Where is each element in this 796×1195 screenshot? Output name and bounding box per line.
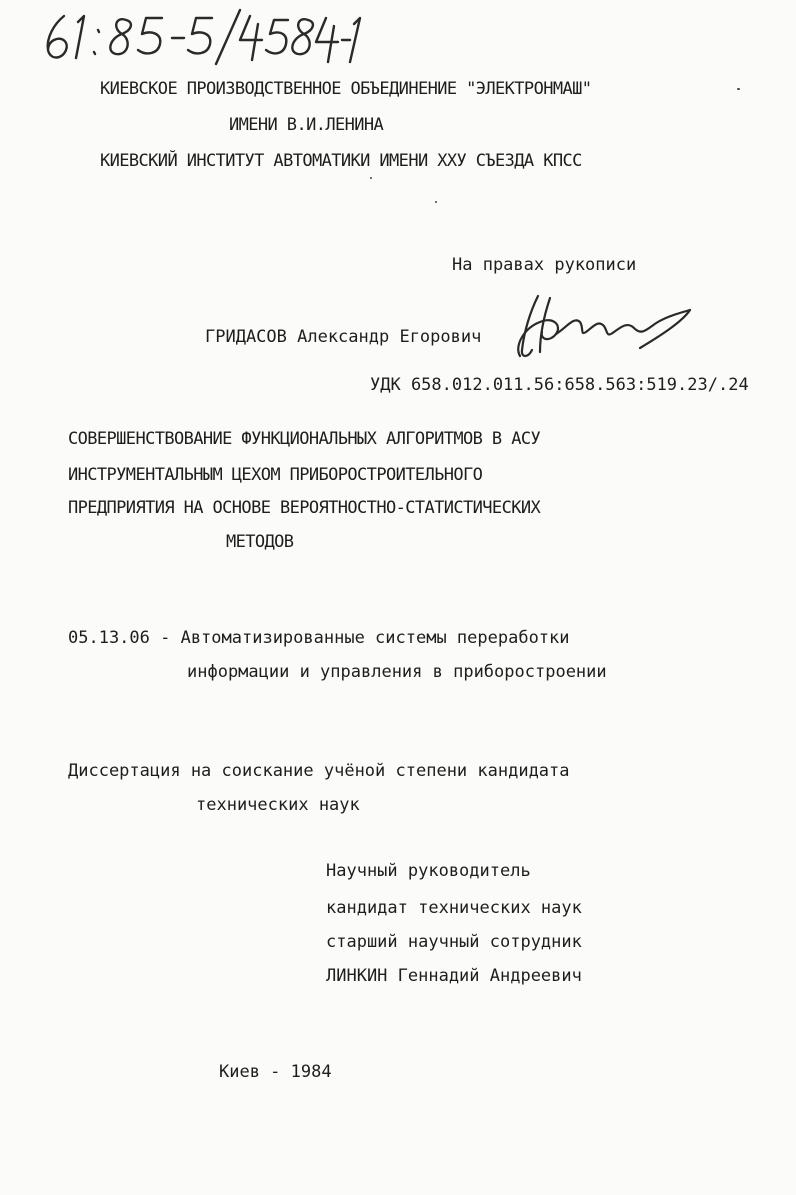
supervisor-line-3: старший научный сотрудник (326, 932, 582, 952)
specialty-line-1: 05.13.06 - Автоматизированные системы переработки (68, 628, 570, 648)
title-line-4: МЕТОДОВ (226, 532, 294, 552)
title-line-2: ИНСТРУМЕНТАЛЬНЫМ ЦЕХОМ ПРИБОРОСТРОИТЕЛЬНОГО (68, 465, 483, 485)
degree-line-2: технических наук (196, 795, 360, 815)
org-line-3: КИЕВСКИЙ ИНСТИТУТ АВТОМАТИКИ ИМЕНИ XXУ СЪЕЗДА КПСС (100, 151, 582, 171)
author-name: ГРИДАСОВ Александр Егорович (205, 327, 482, 347)
author-signature (510, 292, 700, 364)
speck (737, 88, 740, 90)
archive-mark-handwritten (36, 6, 366, 68)
supervisor-line-4: ЛИНКИН Геннадий Андреевич (326, 966, 582, 986)
title-line-1: СОВЕРШЕНСТВОВАНИЕ ФУНКЦИОНАЛЬНЫХ АЛГОРИТМОВ В АСУ (68, 429, 541, 449)
place-year: Киев - 1984 (219, 1062, 332, 1082)
org-line-1: КИЕВСКОЕ ПРОИЗВОДСТВЕННОЕ ОБЪЕДИНЕНИЕ "ЭЛЕКТРОНМАШ" (100, 79, 592, 99)
udc-code: УДК 658.012.011.56:658.563:519.23/.24 (370, 375, 749, 395)
speck (435, 201, 437, 203)
rights-note: На правах рукописи (452, 255, 637, 275)
supervisor-line-2: кандидат технических наук (326, 898, 582, 918)
speck (370, 177, 372, 179)
title-line-3: ПРЕДПРИЯТИЯ НА ОСНОВЕ ВЕРОЯТНОСТНО-СТАТИСТИЧЕСКИХ (68, 498, 541, 518)
degree-line-1: Диссертация на соискание учёной степени кандидата (68, 761, 570, 781)
supervisor-line-1: Научный руководитель (326, 861, 531, 881)
specialty-line-2: информации и управления в приборостроении (187, 662, 607, 682)
org-line-2: ИМЕНИ В.И.ЛЕНИНА (229, 115, 384, 135)
